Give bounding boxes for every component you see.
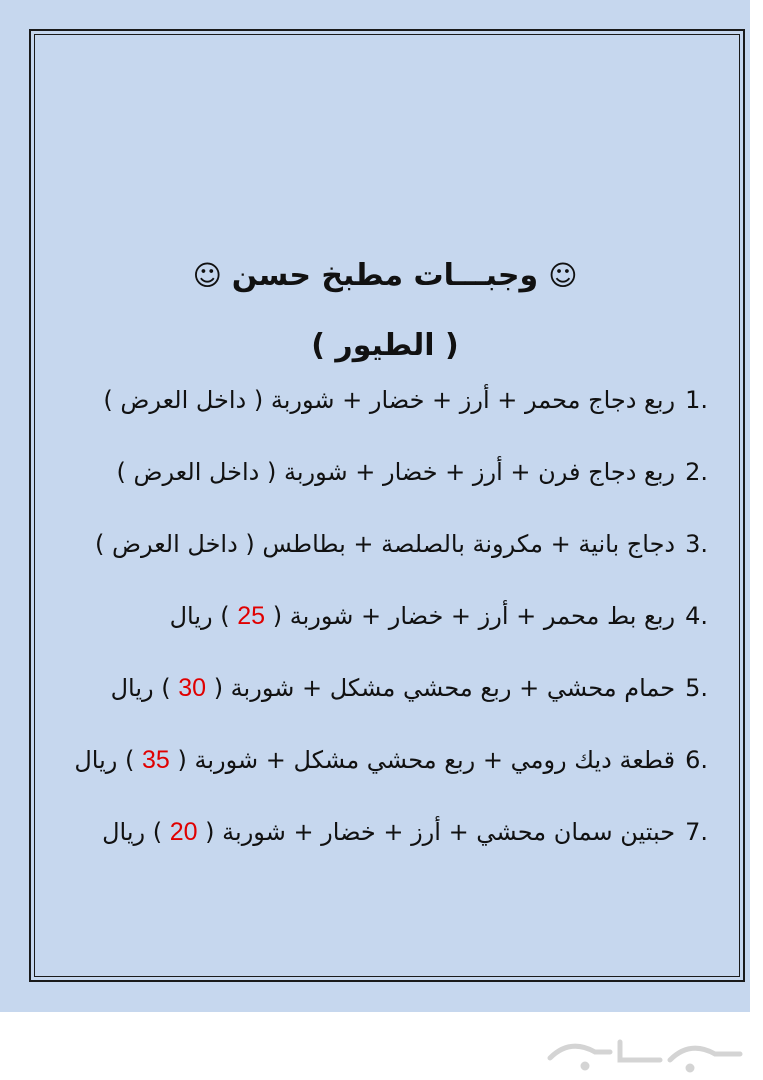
menu-list	[48, 378, 708, 882]
menu-item	[48, 738, 708, 810]
item-number: 5.	[685, 674, 708, 702]
haraj-logo-icon	[540, 1030, 750, 1074]
item-text: ربع دجاج محمر + أرز + خضار + شوربة ( داخل العرض )	[103, 386, 676, 414]
item-text: دجاج بانية + مكرونة بالصلصة + بطاطس ( داخل العرض )	[94, 530, 676, 558]
smiley-icon: ☺	[192, 259, 222, 292]
title-text: وجبـــات مطبخ حسن	[231, 258, 539, 293]
item-price: 30	[178, 674, 207, 702]
menu-item	[48, 378, 708, 450]
item-number: 4.	[685, 602, 708, 630]
item-number: 3.	[685, 530, 708, 558]
item-text: حمام محشي + ربع محشي مشكل + شوربة (	[213, 674, 676, 702]
item-price: 25	[237, 602, 266, 630]
item-text: قطعة ديك رومي + ربع محشي مشكل + شوربة (	[177, 746, 676, 774]
item-currency: ) ريال	[102, 818, 163, 846]
menu-item	[48, 666, 708, 738]
item-currency: ) ريال	[74, 746, 135, 774]
item-price: 20	[169, 818, 198, 846]
item-text: ربع دجاج فرن + أرز + خضار + شوربة ( داخل العرض )	[116, 458, 676, 486]
menu-subtitle: ( الطيور )	[311, 328, 459, 363]
menu-item	[48, 450, 708, 522]
item-currency: ) ريال	[169, 602, 230, 630]
item-number: 6.	[685, 746, 708, 774]
menu-title	[40, 258, 730, 293]
menu-item	[48, 522, 708, 594]
item-currency: ) ريال	[110, 674, 171, 702]
item-number: 2.	[685, 458, 708, 486]
item-number: 7.	[685, 818, 708, 846]
item-text: ربع بط محمر + أرز + خضار + شوربة (	[272, 602, 676, 630]
item-text: حبتين سمان محشي + أرز + خضار + شوربة (	[205, 818, 676, 846]
menu-item	[48, 594, 708, 666]
item-number: 1.	[685, 386, 708, 414]
menu-item	[48, 810, 708, 882]
smiley-icon: ☺	[548, 259, 578, 292]
item-price: 35	[142, 746, 170, 774]
